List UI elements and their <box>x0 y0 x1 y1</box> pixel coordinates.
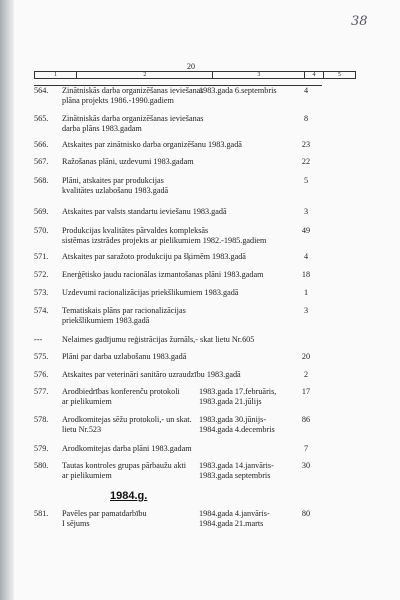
item-number: 568. <box>34 176 49 185</box>
binding-edge <box>0 0 14 600</box>
item-page-count: 4 <box>303 252 309 261</box>
item-description: Uzdevumi racionalizācijas priekšlikumiem 1983.gadā <box>62 288 239 297</box>
item-page-count: 30 <box>301 461 311 470</box>
item-number: 578. <box>34 415 49 424</box>
item-number: 569. <box>34 207 49 216</box>
item-number: 565. <box>34 114 49 123</box>
item-page-count: 18 <box>301 270 311 279</box>
item-page-count: 2 <box>303 370 309 379</box>
column-header-row <box>34 71 356 79</box>
item-number: 574. <box>34 306 49 315</box>
item-description: Atskaites par zinātnisko darba organizēšanu 1983.gadā <box>62 140 242 149</box>
item-number: 570. <box>34 226 49 235</box>
item-page-count: 3 <box>303 306 309 315</box>
item-number: 581. <box>34 509 49 518</box>
item-description: Atskaites par valsts standartu ieviešanu 1983.gadā <box>62 207 227 216</box>
item-number: 575. <box>34 352 49 361</box>
item-number: --- <box>34 335 43 344</box>
item-page-count: 23 <box>301 140 311 149</box>
item-number: 564. <box>34 86 49 95</box>
column-header: 2 <box>77 72 213 78</box>
printed-page-number: 20 <box>187 62 195 71</box>
column-header: 4 <box>305 72 323 78</box>
item-page-count: 20 <box>301 352 311 361</box>
item-page-count: 8 <box>303 114 309 123</box>
item-description: Plāni, atskaites par produkcijas kvalitātes uzlabošanu 1983.gadā <box>62 176 169 195</box>
item-number: 573. <box>34 288 49 297</box>
item-description: Plāni par darba uzlabošanu 1983.gadā <box>62 352 187 361</box>
item-dates: 1983.gada 6.septembris <box>199 86 277 95</box>
item-number: 571. <box>34 252 49 261</box>
item-description: Zinātniskās darba organizēšanas ieviešanas plāna projekts 1986.-1990.gadiem <box>62 86 204 105</box>
item-page-count: 3 <box>303 207 309 216</box>
item-description: Arodbiedrības konferenču protokoli ar pielikumiem <box>62 387 180 406</box>
item-description: Pavēles par pamatdarbību I sējums <box>62 509 147 528</box>
item-number: 580. <box>34 461 49 470</box>
item-page-count: 17 <box>301 387 311 396</box>
item-page-count: 5 <box>303 176 309 185</box>
item-number: 577. <box>34 387 49 396</box>
item-dates: 1983.gada 30.jūnijs- 1984.gada 4.decembris <box>199 415 275 434</box>
item-description: Arodkomitejas darba plāni 1983.gadam <box>62 444 192 453</box>
item-description: Nelaimes gadījumu reģistrācijas žurnāls,- skat lietu Nr.605 <box>62 335 255 344</box>
item-page-count: 4 <box>303 86 309 95</box>
item-page-count: 80 <box>301 509 311 518</box>
item-description: Ražošanas plāni, uzdevumi 1983.gadam <box>62 157 194 166</box>
item-number: 567. <box>34 157 49 166</box>
item-page-count: 86 <box>301 415 311 424</box>
item-page-count: 22 <box>301 157 311 166</box>
item-dates: 1983.gada 14.janvāris- 1983.gada septembris <box>199 461 274 480</box>
item-description: Tautas kontroles grupas pārbaužu akti ar pielikumiem <box>62 461 187 480</box>
column-header: 3 <box>213 72 305 78</box>
item-dates: 1983.gada 17.februāris, 1983.gada 21.jūlijs <box>199 387 277 406</box>
item-description: Atskaites par saražoto produkciju pa šķirnēm 1983.gadā <box>62 252 246 261</box>
item-page-count: 49 <box>301 226 311 235</box>
item-description: Produkcijas kvalitātes pārvaldes kompleksās sistēmas izstrādes projekts ar pielikumiem 1982.-1985.gadiem <box>62 226 267 245</box>
column-header: 5 <box>337 72 341 78</box>
item-number: 576. <box>34 370 49 379</box>
item-number: 566. <box>34 140 49 149</box>
item-description: Tematiskais plāns par racionalizācijas priekšlikumiem 1983.gadā <box>62 306 186 325</box>
item-description: Arodkomitejas sēžu protokoli,- un skat. lietu Nr.523 <box>62 415 192 434</box>
handwritten-page-number: 38 <box>351 14 368 29</box>
item-description: Enerģētisko jaudu racionālas izmantošanas plāni 1983.gadam <box>62 270 264 279</box>
item-description: Zinātniskās darba organizēšanas ieviešanas darba plāns 1983.gadam <box>62 114 204 133</box>
column-header: 1 <box>35 72 77 78</box>
item-dates: 1984.gada 4.janvāris- 1984.gada 21.marts <box>199 509 270 528</box>
item-page-count: 7 <box>303 444 309 453</box>
item-description: Atskaites par veterināri sanitāro uzraudzību 1983.gadā <box>62 370 241 379</box>
item-page-count: 1 <box>303 288 309 297</box>
year-heading: 1984.g. <box>110 490 148 502</box>
item-number: 579. <box>34 444 49 453</box>
item-number: 572. <box>34 270 49 279</box>
